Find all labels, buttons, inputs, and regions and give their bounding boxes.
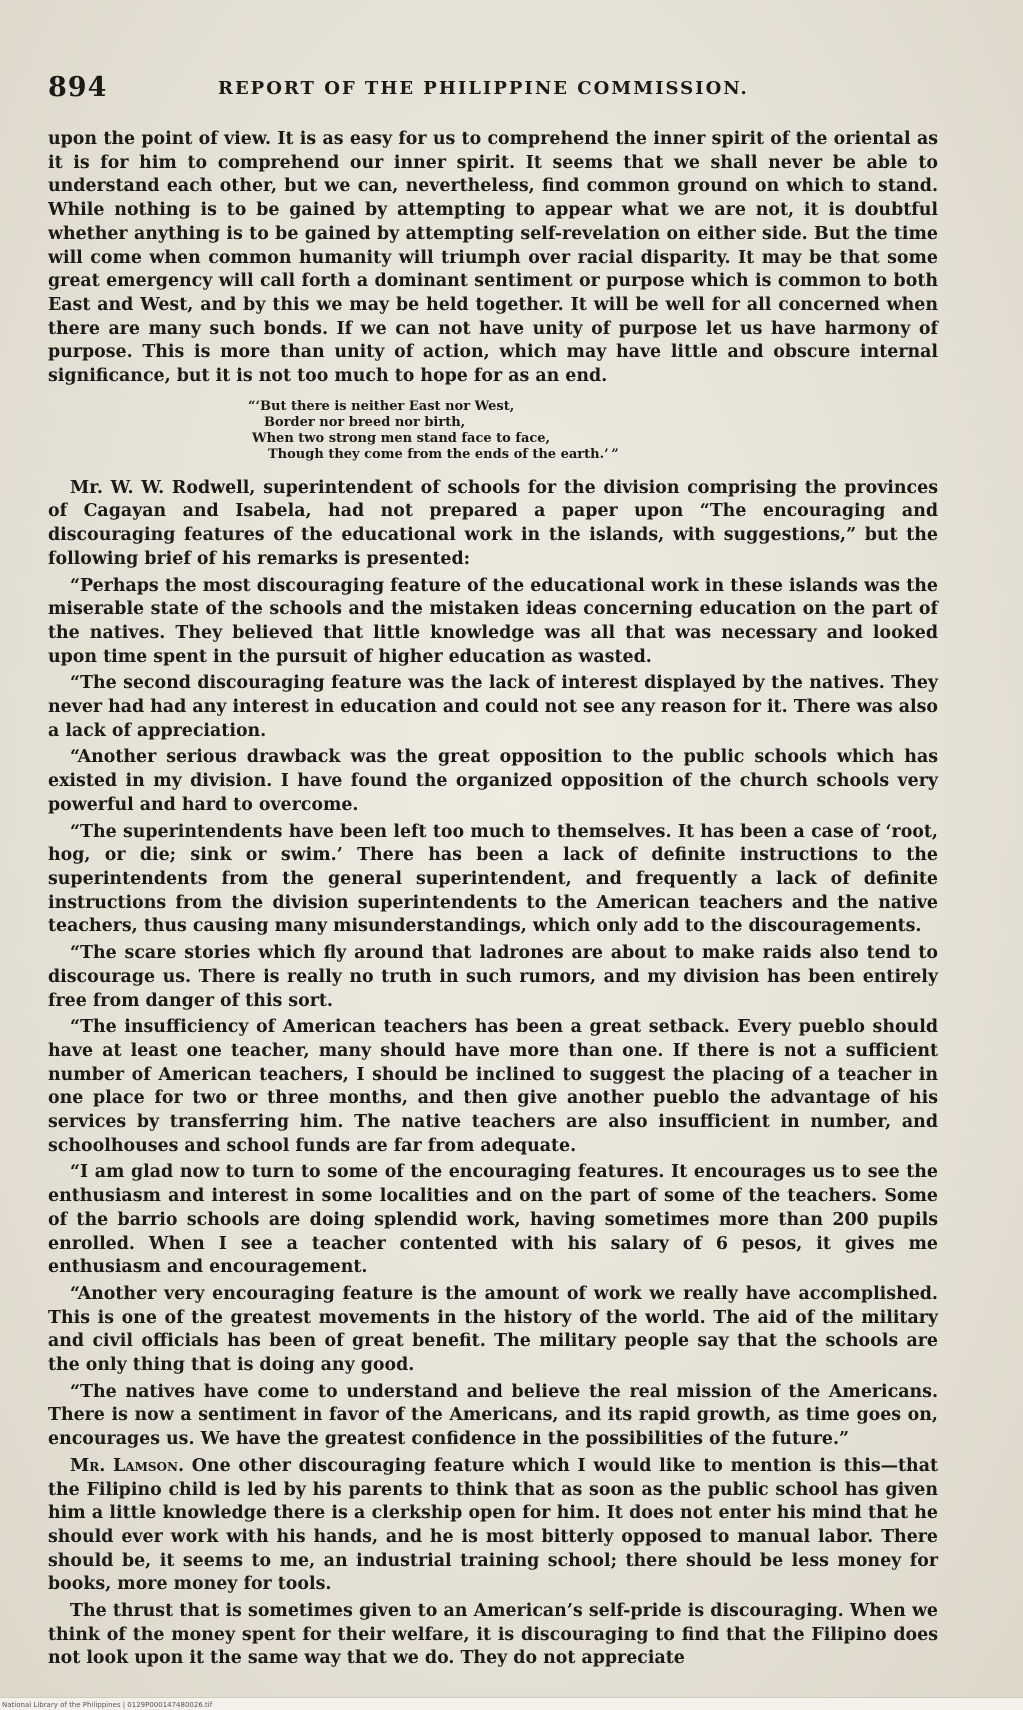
paragraph: “Another serious drawback was the great opposition to the public schools which has existed in my division. I have found the organized opposition of the church schools very powerful and hard to overcome.	[48, 747, 938, 815]
paragraph: “The superintendents have been left too much to themselves. It has been a case of ‘root, hog, or die; sink or swim.’ There has been a lack of definite instructions to the superintendents from the general superintendent, and frequently a lack of definite instructions from the division superintendents to the American teachers and the native teachers, thus causing many misunderstandings, which only add to the discouragements.	[48, 821, 938, 937]
paragraph: “I am glad now to turn to some of the encouraging features. It encourages us to see the enthusiasm and interest in some localities and on the part of some of the teachers. Some of the barrio schools are doing splendid work, having sometimes more than 200 pupils enrolled. When I see a teacher contented with his salary of 6 pesos, it gives me enthusiasm and encouragement.	[48, 1162, 938, 1278]
speaker-remarks: One other discouraging feature which I would like to mention is this—that the Filipino child is led by his parents to think that as soon as the public school has given him a little knowledge there is a clerkship open for him. It does not enter his mind that he should ever work with his hands, and he is most bitterly opposed to manual labor. There should be, it seems to me, an industrial training school; there should be less money for books, more money for tools.	[48, 1455, 939, 1595]
speaker-name: Mr. Lamson.	[70, 1455, 185, 1476]
paragraph-continued: upon the point of view. It is as easy for us to comprehend the inner spirit of the oriental as it is for him to comprehend our inner spirit. It seems that we shall never be able to understand each other, but we can, nevertheless, find common ground on which to stand. While nothing is to be gained by attempting to appear what we are not, it is doubtful whether anything is to be gained by attempting self-revelation on either side. But the time will come when common humanity will triumph over racial disparity. It may be that some great emergency will call forth a dominant sentiment or purpose which is common to both East and West, and by this we may be held together. It will be well for all concerned when there are many such bonds. If we can not have unity of purpose let us have harmony of purpose. This is more than unity of action, which may have little and obscure internal significance, but it is not too much to hope for as an end.	[48, 129, 938, 387]
paragraph: The thrust that is sometimes given to an American’s self-pride is discouraging. When we think of the money spent for their welfare, it is discouraging to find that the Filipino does not look upon it the same way that we do. They do not appreciate	[48, 1601, 938, 1669]
page-header	[48, 72, 928, 112]
paragraph: “The second discouraging feature was the lack of interest displayed by the natives. They never had had any interest in education and could not see any reason for it. There was also a lack of appreciation.	[48, 673, 938, 741]
paragraph-rodwell-intro: Mr. W. W. Rodwell, superintendent of schools for the division comprising the provinces of Cagayan and Isabela, had not prepared a paper upon “The encouraging and discouraging features of the educational work in the islands, with suggestions,” but the following brief of his remarks is presented:	[48, 477, 938, 569]
page-number: 894	[48, 72, 108, 103]
paragraph: “The natives have come to understand and believe the real mission of the Americans. There is now a sentiment in favor of the Americans, and its rapid growth, as time goes on, encourages us. We have the greatest confidence in the possibilities of the future.”	[48, 1381, 938, 1450]
paragraph: “The scare stories which fly around that ladrones are about to make raids also tend to discourage us. There is really no truth in such rumors, and my division has been entirely free from danger of this sort.	[48, 943, 938, 1011]
body-text	[48, 128, 938, 1674]
paragraph: “Another very encouraging feature is the amount of work we really have accomplished. This is one of the greatest movements in the history of the world. The aid of the military and civil officials has been of great benefit. The military people say that the schools are the only thing that is doing any good.	[48, 1283, 938, 1376]
paragraph: “The insufficiency of American teachers has been a great setback. Every pueblo should have at least one teacher, many should have more than one. If there is not a sufficient number of American teachers, I should be inclined to suggest the placing of a teacher in one place for two or three months, and then give another pueblo the advantage of his services by transferring him. The native teachers are also insufficient in number, and schoolhouses and school funds are far from adequate.	[48, 1017, 938, 1156]
paragraph-lamson	[48, 1455, 938, 1597]
paragraph: “Perhaps the most discouraging feature of the educational work in these islands was the miserable state of the schools and the mistaken ideas concerning education on the part of the natives. They believed that little knowledge was all that was necessary and looked upon time spent in the pursuit of higher education as wasted.	[48, 575, 938, 667]
poem-line: Though they come from the ends of the earth.’ ”	[268, 446, 619, 462]
poem-line: Border nor breed nor birth,	[264, 414, 466, 430]
scan-footer	[0, 1697, 1023, 1710]
poem-line: “‘But there is neither East nor West,	[248, 398, 515, 414]
poem-quotation	[248, 399, 938, 463]
running-title: REPORT OF THE PHILIPPINE COMMISSION.	[218, 78, 749, 99]
scan-source-label: National Library of the Philippines | 0129P000147480026.tif	[2, 1701, 213, 1709]
poem-line: When two strong men stand face to face,	[252, 430, 551, 446]
